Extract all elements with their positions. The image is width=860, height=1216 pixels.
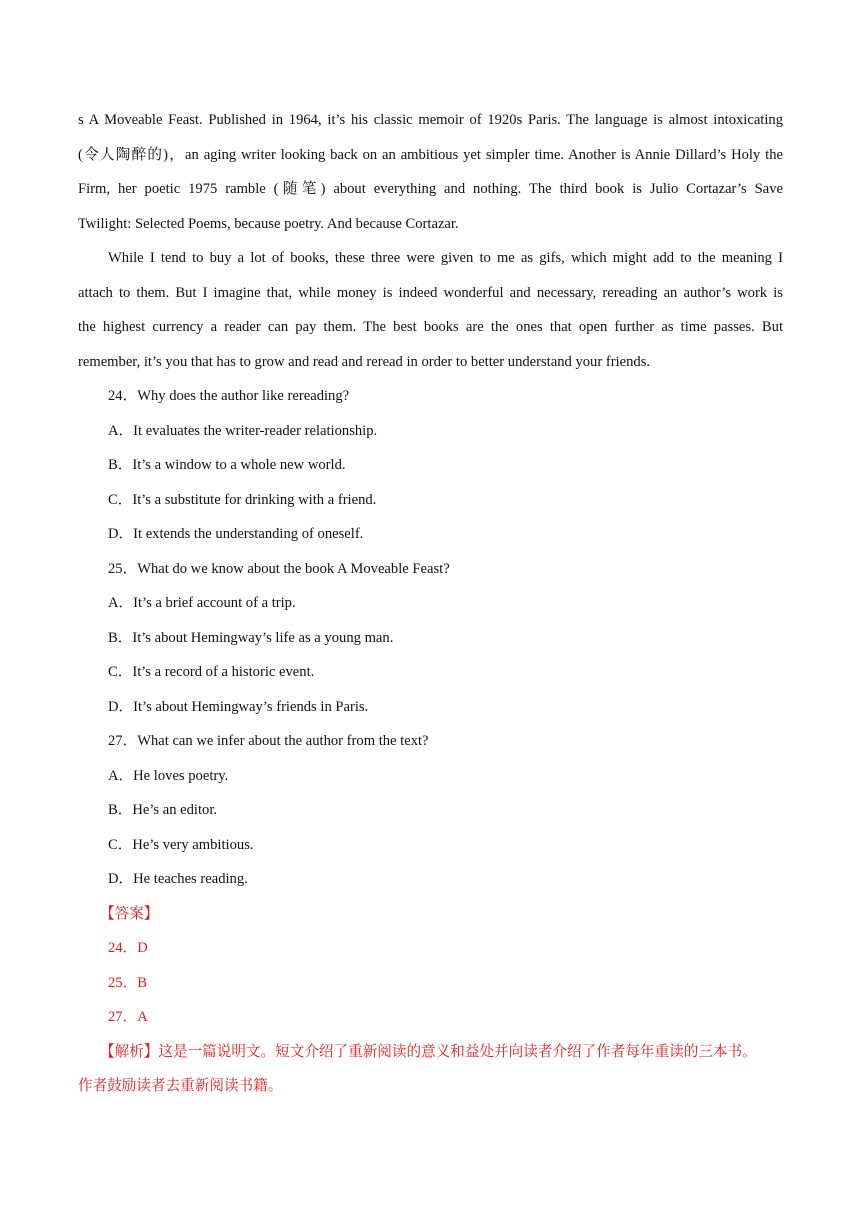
reading-passage bbox=[78, 103, 783, 379]
answer-key bbox=[78, 897, 783, 1035]
question-25 bbox=[78, 552, 783, 725]
passage-line: remember, it’s you that has to grow and read and reread in order to better understand your friends. bbox=[78, 353, 651, 370]
answer-heading: 【答案】 bbox=[100, 905, 159, 922]
question-27 bbox=[78, 724, 783, 897]
analysis-line: 作者鼓励读者去重新阅读书籍。 bbox=[78, 1078, 283, 1094]
passage-line: the highest currency a reader can pay them. The best books are the ones that open further as time passes. But bbox=[78, 319, 783, 335]
question-stem: 27．What can we infer about the author from the text? bbox=[108, 733, 429, 749]
answer-option: B．It’s a window to a whole new world. bbox=[108, 457, 346, 473]
answer-option: C．It’s a record of a historic event. bbox=[108, 664, 315, 680]
passage-line: s A Moveable Feast. Published in 1964, it’s his classic memoir of 1920s Paris. The language is almost intoxicating bbox=[78, 112, 783, 128]
answer-option: C．He’s very ambitious. bbox=[108, 836, 254, 853]
answer-option: B．It’s about Hemingway’s life as a young man. bbox=[108, 629, 394, 646]
question-24 bbox=[78, 379, 783, 552]
passage-line: Twilight: Selected Poems, because poetry. And because Cortazar. bbox=[78, 215, 459, 232]
answer-option: D．It extends the understanding of oneself. bbox=[108, 526, 364, 542]
answer-item: 24．D bbox=[108, 940, 148, 956]
analysis-section bbox=[78, 1035, 783, 1104]
passage-line: While I tend to buy a lot of books, these three were given to me as gifs, which might add to the meaning I bbox=[108, 250, 783, 266]
answer-option: D．He teaches reading. bbox=[108, 871, 248, 887]
answer-item: 27．A bbox=[108, 1009, 148, 1025]
answer-option: B．He’s an editor. bbox=[108, 802, 218, 818]
answer-item: 25．B bbox=[108, 974, 147, 991]
document-page bbox=[78, 103, 783, 1104]
answer-option: C．It’s a substitute for drinking with a friend. bbox=[108, 491, 377, 508]
passage-line: attach to them. But I imagine that, while money is indeed wonderful and necessary, rereading an author’s work is bbox=[78, 284, 783, 301]
passage-line: Firm, her poetic 1975 ramble (随笔) about everything and nothing. The third book is Julio Cortazar’s Save bbox=[78, 181, 783, 197]
question-stem: 24．Why does the author like rereading? bbox=[108, 388, 350, 404]
answer-option: A．It evaluates the writer-reader relationship. bbox=[108, 422, 378, 439]
answer-option: A．He loves poetry. bbox=[108, 767, 229, 784]
answer-option: A．It’s a brief account of a trip. bbox=[108, 595, 296, 611]
answer-option: D．It’s about Hemingway’s friends in Paris. bbox=[108, 698, 369, 715]
passage-line: (令人陶醉的)，an aging writer looking back on an ambitious yet simpler time. Another is Annie Dillard’s Holy the bbox=[78, 146, 783, 163]
analysis-line: 【解析】这是一篇说明文。短文介绍了重新阅读的意义和益处并向读者介绍了作者每年重读的三本书。 bbox=[100, 1043, 757, 1060]
question-stem: 25．What do we know about the book A Moveable Feast? bbox=[108, 560, 450, 577]
